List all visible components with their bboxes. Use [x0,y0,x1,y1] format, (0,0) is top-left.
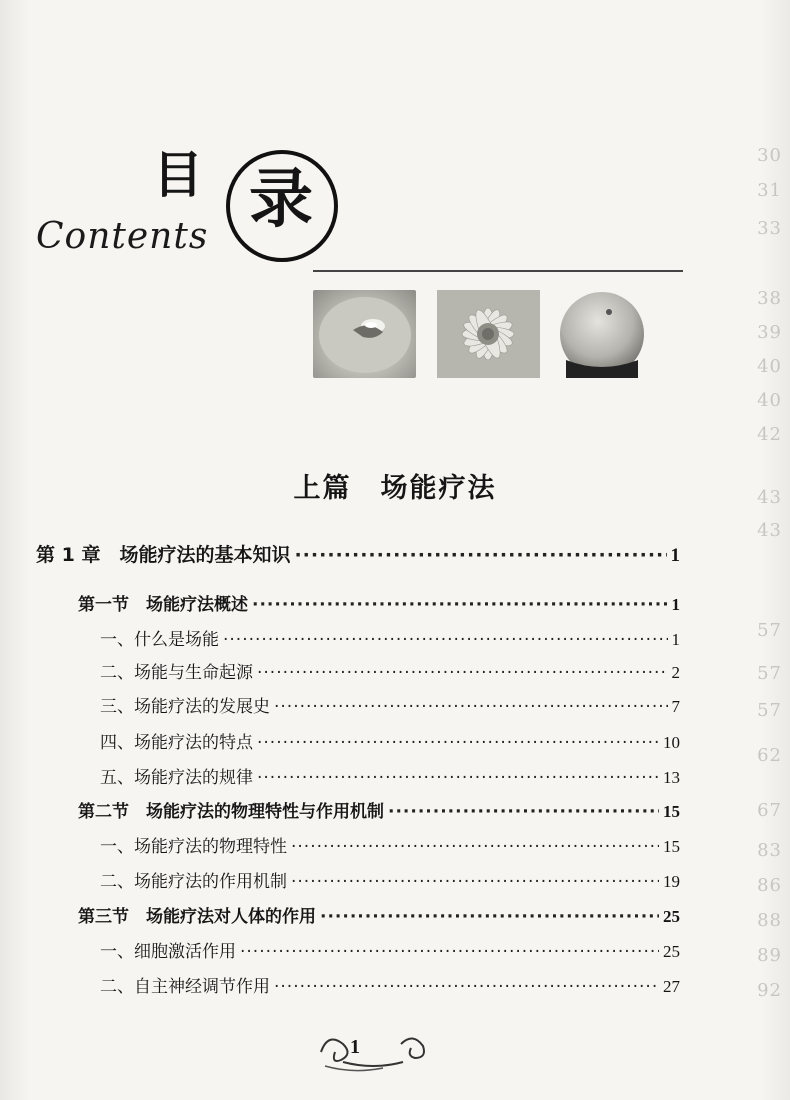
toc-entry-page: 1 [671,630,680,649]
toc-entry-label: 第二节 场能疗法的物理特性与作用机制 [78,802,384,822]
dot-leader [388,802,659,822]
toc-section-row[interactable] [78,902,680,927]
dot-leader [320,907,659,927]
toc-item-row[interactable] [100,658,680,683]
toc-entry-page: 1 [670,545,680,566]
dot-leader [240,942,659,962]
page-number: 1 [350,1036,360,1058]
dot-leader [291,872,659,892]
dot-leader [294,544,666,566]
header-rule [313,270,683,272]
dot-leader [257,733,659,753]
dot-leader [252,595,668,615]
toc-entry-page: 2 [671,663,680,682]
toc-entry-label: 一、什么是场能 [100,630,219,650]
title-char-2: 录 [249,162,313,237]
toc-item-row[interactable] [100,832,680,857]
toc-entry-page: 25 [663,942,680,961]
toc-entry-page: 15 [663,802,680,821]
toc-section-row[interactable] [78,797,680,822]
photo-sphere [551,290,654,378]
dot-leader [257,768,659,788]
dot-leader [223,630,668,650]
title-english: Contents [36,216,209,257]
toc-entry-page: 1 [671,595,680,614]
toc-entry-page: 7 [671,697,680,716]
dot-leader [291,837,659,857]
toc-item-row[interactable] [100,763,680,788]
photo-water-drop [313,290,416,378]
toc-entry-label: 二、场能与生命起源 [100,663,253,683]
toc-entry-label: 第 1 章 场能疗法的基本知识 [36,544,291,566]
toc-section-row[interactable] [78,590,680,615]
toc-entry-label: 四、场能疗法的特点 [100,733,253,753]
toc-item-row[interactable] [100,625,680,650]
footer-ornament [313,1022,433,1072]
toc-entry-page: 25 [663,907,680,926]
toc-entry-page: 13 [663,768,680,787]
book-page: 30 31 33 38 39 40 40 42 43 43 57 57 57 62 67 83 86 88 89 92 目 录 Contents 上篇 场能疗法 第 1 章 场能疗法的基本知识 ····· 1 第一节 场能疗法概述 ····· 1 一、什么是场能 ····· 1 二、场能与生命起源 ····· 2 三、场能疗法的发展史 ····· 7 四、场能疗法的特点 ····· 10 五、场能疗法的规律 ····· 13 第二节 场能疗法的物理特性与作用机制 ····· 15 一、场能疗法的物理特性 ····· 15 二、场能疗法的作用机制 ····· 19 第三节 场能疗法对人体的作用 ····· 25 一、细胞激活作用 ····· 25 二、自主神经调节作用 ····· 27 1 [0,0,790,1100]
toc-item-row[interactable] [100,972,680,997]
part-heading: 上篇 场能疗法 [293,473,497,504]
toc-chapter-row[interactable] [36,540,680,567]
toc-entry-label: 二、自主神经调节作用 [100,977,270,997]
toc-entry-page: 19 [663,872,680,891]
toc-entry-label: 五、场能疗法的规律 [100,768,253,788]
toc-item-row[interactable] [100,937,680,962]
toc-entry-label: 三、场能疗法的发展史 [100,697,270,717]
toc-entry-page: 10 [663,733,680,752]
toc-entry-label: 一、场能疗法的物理特性 [100,837,287,857]
toc-item-row[interactable] [100,728,680,753]
toc-entry-label: 第三节 场能疗法对人体的作用 [78,907,316,927]
toc-entry-page: 15 [663,837,680,856]
toc-item-row[interactable] [100,692,680,717]
toc-item-row[interactable] [100,867,680,892]
toc-entry-label: 二、场能疗法的作用机制 [100,872,287,892]
dot-leader [274,697,668,717]
photo-daisy-flower [437,290,540,378]
toc-entry-page: 27 [663,977,680,996]
dot-leader [257,663,668,683]
title-char-1: 目 [153,145,203,204]
dot-leader [274,977,659,997]
toc-entry-label: 第一节 场能疗法概述 [78,595,248,615]
toc-entry-label: 一、细胞激活作用 [100,942,236,962]
